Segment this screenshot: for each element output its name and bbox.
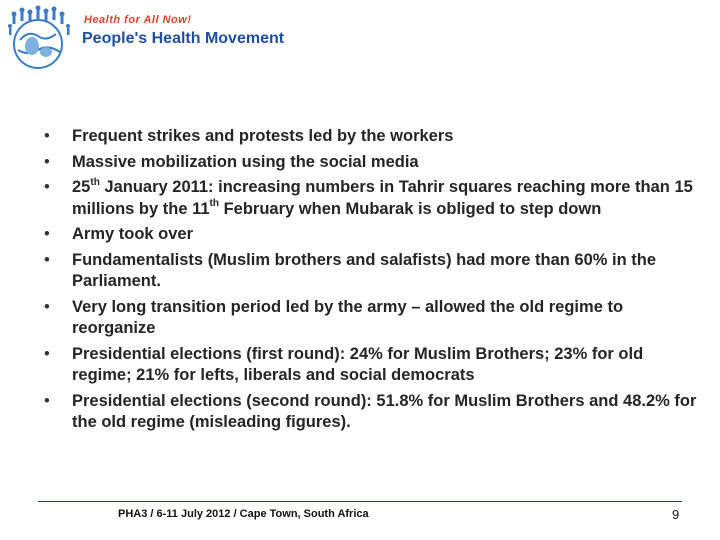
bullet-item	[40, 297, 700, 340]
organization-name: People's Health Movement	[82, 30, 285, 47]
bullet-item	[40, 152, 700, 174]
bullet-marker: •	[44, 250, 50, 269]
bullet-marker: •	[44, 225, 50, 243]
bullet-text: January 2011: increasing numbers in Tahrir squares reaching more than 15 millions by the 11	[72, 178, 693, 218]
bullet-text: Fundamentalists (Muslim brothers and salafists) had more than 60% in the Parliament.	[72, 250, 657, 290]
bullet-text: Massive mobilization using the social media	[72, 152, 419, 171]
bullet-text: Army took over	[72, 225, 194, 243]
bullet-item	[40, 250, 700, 293]
footer-text: PHA3 / 6-11 July 2012 / Cape Town, South Africa	[118, 508, 369, 520]
bullet-text: February when Mubarak is obliged to step down	[219, 199, 602, 218]
tagline: Health for All Now!	[84, 14, 192, 26]
footer-divider	[38, 501, 682, 502]
phm-logo	[6, 4, 296, 74]
bullet-marker: •	[44, 391, 50, 410]
bullet-item	[40, 391, 700, 434]
page-number: 9	[672, 507, 680, 522]
superscript: th	[90, 176, 100, 188]
bullet-marker: •	[44, 178, 50, 196]
superscript: th	[209, 198, 219, 209]
bullet-text: Presidential elections (first round): 24% for Muslim Brothers; 23% for old regime; 21% for lefts, liberals and social democrats	[72, 344, 644, 384]
bullet-text: 25	[72, 178, 91, 196]
bullet-item	[40, 344, 700, 387]
globe-people-logo-icon	[6, 4, 72, 74]
bullet-text: Frequent strikes and protests led by the workers	[72, 127, 454, 145]
bullet-list	[40, 126, 700, 438]
bullet-marker: •	[44, 152, 50, 171]
bullet-text: Very long transition period led by the army – allowed the old regime to reorganize	[72, 297, 624, 337]
bullet-item	[40, 177, 700, 220]
bullet-text: Presidential elections (second round): 51.8% for Muslim Brothers and 48.2% for the old regime (misleading figures).	[72, 391, 697, 431]
bullet-marker: •	[44, 297, 50, 316]
bullet-marker: •	[44, 127, 50, 145]
bullet-marker: •	[44, 344, 50, 363]
bullet-item	[40, 126, 700, 148]
bullet-item	[40, 224, 700, 246]
